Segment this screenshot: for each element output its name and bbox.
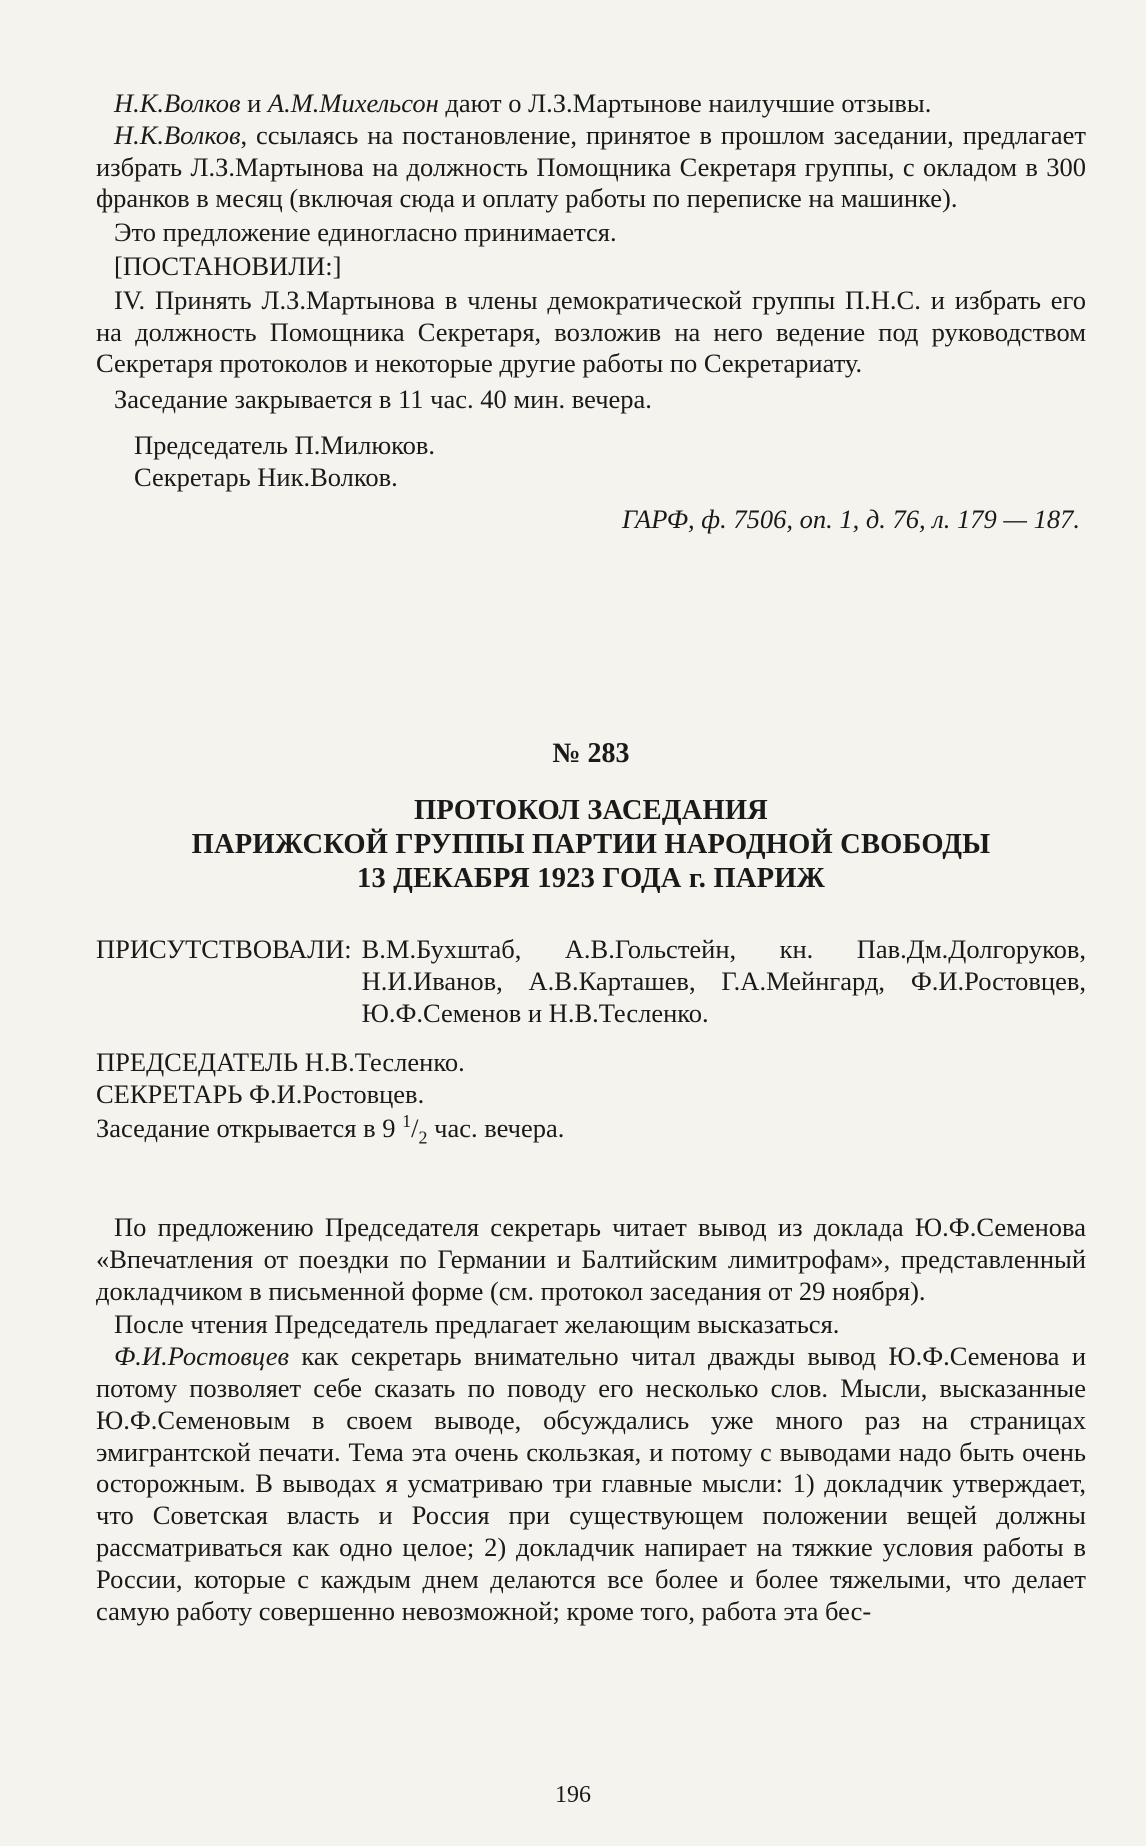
attendance-row [96, 934, 1086, 1029]
paragraph-rostovtsev: Ф.И.Ростовцев как секретарь внимательно читал дважды вывод Ю.Ф.Семенова и потому позволяет себе сказать по поводу его несколько слов. Мысли, высказанные Ю.Ф.Семеновым в своем выводе, обсуждались уже много раз на страницах эмигрантской печати. Тема эта очень скользкая, и потому с выводами надо быть очень осторожным. В выводах я усматриваю три главные мысли: 1) докладчик утверждает, что Советская власть и Россия при существующем положении вещей должны рассматриваться как одно целое; 2) докладчик напирает на тяжкие условия работы в России, которые с каждым днем делаются все более и более тяжелыми, что делает самую работу совершенно невозможной; кроме того, работа эта бес- [96, 1341, 1086, 1626]
person-name: А.М.Михельсон [267, 88, 439, 118]
person-name: Ф.И.Ростовцев [114, 1341, 290, 1372]
attendance-names: В.М.Бухштаб, А.В.Гольстейн, кн. Пав.Дм.Долгоруков, Н.И.Иванов, А.В.Карташев, Г.А.Мейнгард, Ф.И.Ростовцев, Ю.Ф.Семенов и Н.В.Тесленко. [361, 934, 1086, 1028]
session-opening: Заседание открывается в 9 $^1/_2$ час. вечера. [96, 1111, 565, 1148]
resolution-text: IV. Принять Л.З.Мартынова в члены демократической группы П.Н.С. и избрать его на должность Помощника Секретаря, возложив на него ведение под руководством Секретаря протоколов и некоторые другие работы по Секретариату. [96, 284, 1086, 379]
document-title-line3: 13 ДЕКАБРЯ 1923 ГОДА г. ПАРИЖ [357, 862, 825, 894]
person-name: Н.К.Волков [114, 88, 241, 118]
page-number: 196 [555, 1782, 591, 1808]
session-closing: Заседание закрывается в 11 час. 40 мин. вечера. [114, 384, 652, 415]
attendance-label: ПРИСУТСТВОВАЛИ: [96, 934, 352, 964]
previous-protocol-ending [96, 88, 1086, 535]
chair-signature: Председатель П.Милюков. [134, 429, 436, 460]
paragraph-references: Н.К.Волков и А.М.Михельсон дают о Л.З.Мартынове наилучшие отзывы. [114, 88, 932, 118]
document-title-line1: ПРОТОКОЛ ЗАСЕДАНИЯ [414, 794, 768, 826]
document-number: № 283 [552, 738, 630, 769]
resolution-heading: [ПОСТАНОВИЛИ:] [114, 250, 342, 281]
person-name: Н.К.Волков [114, 119, 241, 150]
attendance-block [96, 934, 1086, 1148]
paragraph-accepted: Это предложение единогласно принимается. [114, 217, 617, 248]
protocol-body [96, 1212, 1086, 1627]
chairman-line: ПРЕДСЕДАТЕЛЬ Н.В.Тесленко. [96, 1047, 465, 1078]
secretary-signature: Секретарь Ник.Волков. [134, 461, 398, 492]
document-title-line2: ПАРИЖСКОЙ ГРУППЫ ПАРТИИ НАРОДНОЙ СВОБОДЫ [191, 828, 991, 860]
archive-source: ГАРФ, ф. 7506, оп. 1, д. 76, л. 179 — 187. [621, 503, 1080, 534]
secretary-line: СЕКРЕТАРЬ Ф.И.Ростовцев. [96, 1079, 425, 1110]
document-header [96, 738, 1086, 896]
paragraph-proposal: Н.К.Волков, ссылаясь на постановление, принятое в прошлом заседании, предлагает избрать Л.З.Мартынова на должность Помощника Секретаря группы, с окладом в 300 франков в месяц (включая сюда и оплату работы по переписке на машинке). [96, 119, 1086, 214]
paragraph-discussion: После чтения Председатель предлагает желающим высказаться. [114, 1309, 840, 1340]
paragraph-reading: По предложению Председателя секретарь читает вывод из доклада Ю.Ф.Семенова «Впечатления от поездки по Германии и Балтийским лимитрофам», представленный докладчиком в письменной форме (см. протокол заседания от 29 ноября). [96, 1212, 1086, 1306]
